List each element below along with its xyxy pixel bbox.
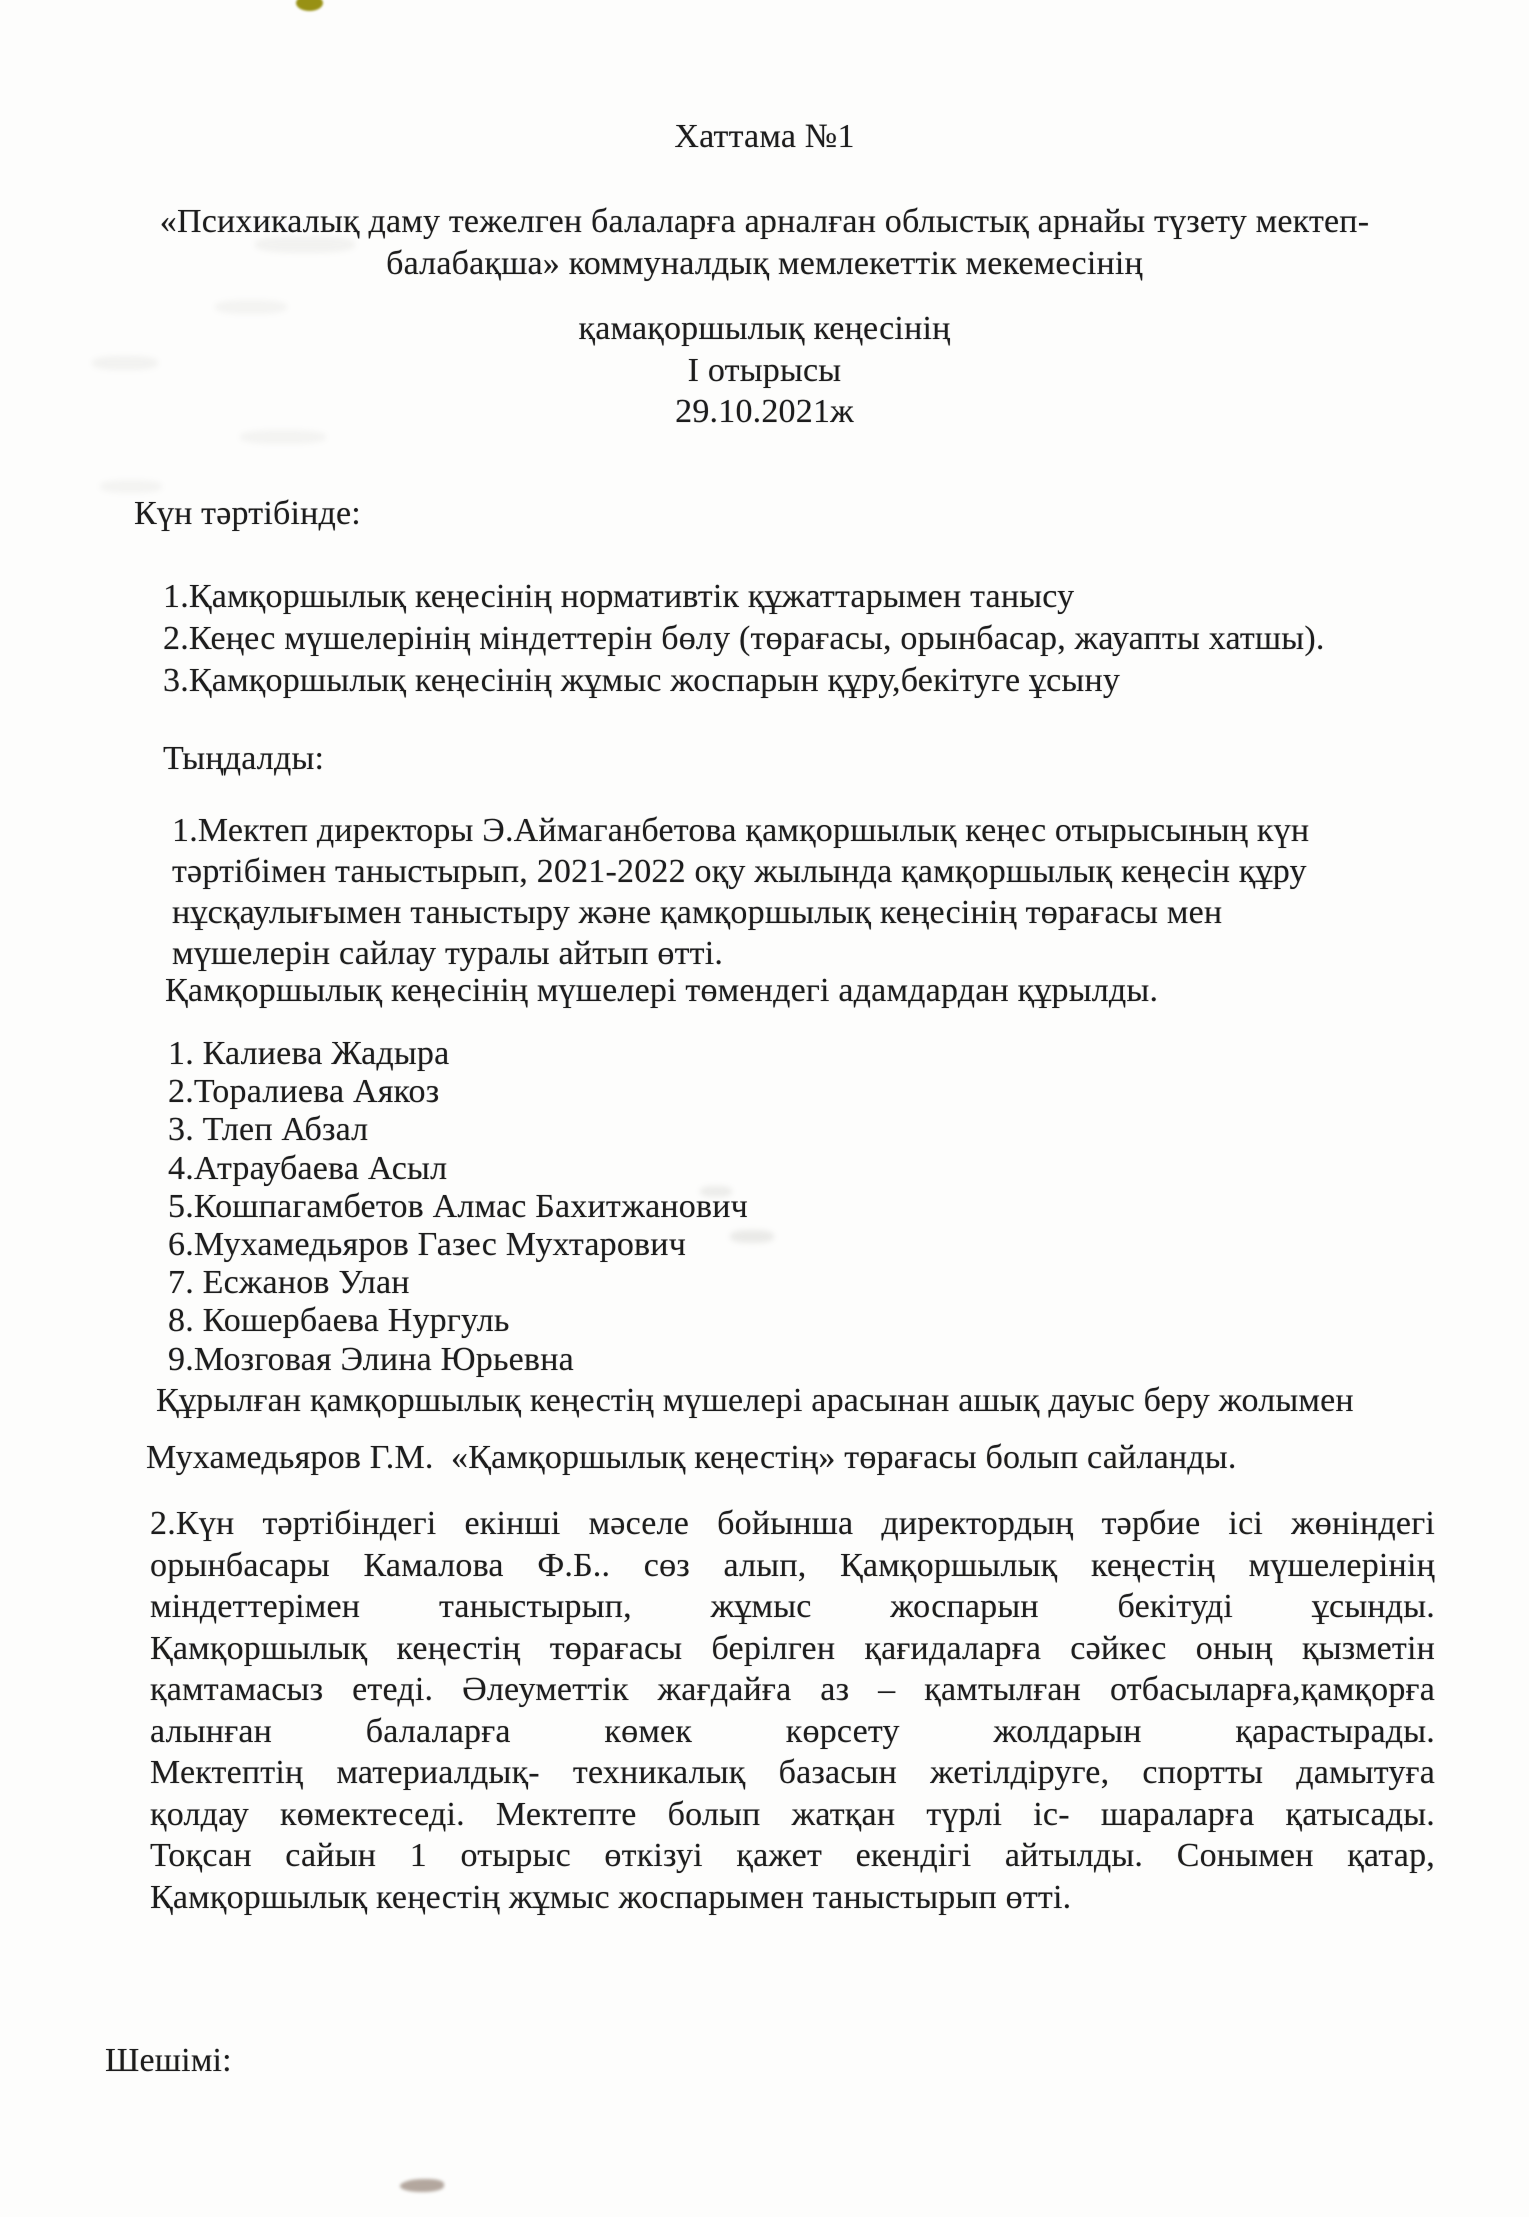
agenda-item: 2.Кеңес мүшелерінің міндеттерін бөлу (төрағасы, орынбасар, жауапты хатшы).	[163, 620, 1325, 657]
agenda-heading: Күн тәртібінде:	[134, 495, 361, 532]
member-item: 3. Тлеп Абзал	[168, 1111, 369, 1149]
paragraph-line: Қамқоршылық кеңестің жұмыс жоспарымен таныстырып өтті.	[150, 1878, 1072, 1916]
member-item: 7. Есжанов Улан	[168, 1264, 410, 1302]
heard-heading: Тыңдалды:	[163, 740, 325, 777]
paragraph-line: Мектептің материалдық- техникалық базасын жетілдіруге, спортты дамытуға	[150, 1754, 1435, 1791]
chairman-elected: Мухамедьяров Г.М. «Қамқоршылық кеңестің» төрағасы болып сайланды.	[146, 1439, 1237, 1476]
members-intro: Қамқоршылық кеңесінің мүшелері төмендегі адамдардан құрылды.	[165, 972, 1159, 1009]
paragraph-line: алынған балаларға көмек көрсету жолдарын қарастырады.	[150, 1712, 1435, 1750]
paragraph-line: 1.Мектеп директоры Э.Аймаганбетова қамқоршылық кеңес отырысының күн	[172, 812, 1310, 849]
paragraph-line: мүшелерін сайлау туралы айтып өтті.	[172, 935, 724, 972]
member-item: 9.Мозговая Элина Юрьевна	[168, 1340, 574, 1378]
paragraph-line: міндеттерімен таныстырып, жұмыс жоспарын бекітуді ұсынды.	[150, 1588, 1435, 1625]
member-item: 1. Калиева Жадыра	[168, 1035, 450, 1072]
paragraph-line: тәртібімен таныстырып, 2021-2022 оқу жылында қамқоршылық кеңесін құру	[172, 853, 1307, 890]
paragraph-line: қамтамасыз етеді. Әлеуметтік жағдайға аз – қамтылған отбасыларға,қамқорға	[150, 1671, 1435, 1708]
session-date: 29.10.2021ж	[675, 393, 854, 430]
institution-name-line1: «Психикалық даму тежелген балаларға арналған облыстық арнайы түзету мектеп-	[159, 203, 1370, 240]
second-issue-paragraph	[150, 1503, 1435, 1918]
paragraph-line: 2.Күн тәртібіндегі екінші мәселе бойынша директордың тәрбие ісі жөніндегі	[150, 1505, 1435, 1542]
paragraph-line: қолдау көмектеседі. Мектепте болып жатқан түрлі іс- шараларға қатысады.	[150, 1795, 1435, 1833]
council-name: қамақоршылық кеңесінің	[578, 310, 951, 347]
member-item: 5.Кошпагамбетов Алмас Бахитжанович	[168, 1187, 748, 1225]
ink-stain-artifact	[296, 0, 323, 11]
institution-name-line2: балабақша» коммуналдық мемлекеттік мекемесінің	[386, 245, 1143, 282]
members-list	[168, 1035, 748, 1379]
heard-paragraph	[172, 810, 1462, 974]
paragraph-line: орынбасары Камалова Ф.Б.. сөз алып, Қамқоршылық кеңестің мүшелерінің	[150, 1546, 1435, 1584]
member-item: 2.Торалиева Аякоз	[168, 1073, 440, 1111]
member-item: 4.Атраубаева Асыл	[168, 1149, 448, 1187]
smudge-artifact	[400, 2179, 444, 2192]
decision-heading: Шешімі:	[105, 2042, 232, 2079]
member-item: 8. Кошербаева Нургуль	[168, 1302, 510, 1340]
paragraph-line: Қамқоршылық кеңестің төрағасы берілген қағидаларға сәйкес оның қызметін	[150, 1629, 1435, 1667]
election-statement: Құрылған қамқоршылық кеңестің мүшелері арасынан ашық дауыс беру жолымен	[156, 1382, 1354, 1419]
paragraph-line: Тоқсан сайын 1 отырыс өткізуі қажет екендігі айтылды. Сонымен қатар,	[150, 1837, 1435, 1874]
agenda-item: 1.Қамқоршылық кеңесінің нормативтік құжаттарымен танысу	[163, 578, 1075, 615]
agenda-item: 3.Қамқоршылық кеңесінің жұмыс жоспарын құру,бекітуге ұсыну	[163, 662, 1121, 699]
member-item: 6.Мухамедьяров Газес Мухтарович	[168, 1225, 686, 1263]
scan-artifact	[100, 480, 162, 493]
document-title: Хаттама №1	[674, 118, 855, 155]
paragraph-line: нұсқаулығымен таныстыру және қамқоршылық кеңесінің төрағасы мен	[172, 894, 1223, 931]
session-number: I отырысы	[687, 352, 842, 389]
